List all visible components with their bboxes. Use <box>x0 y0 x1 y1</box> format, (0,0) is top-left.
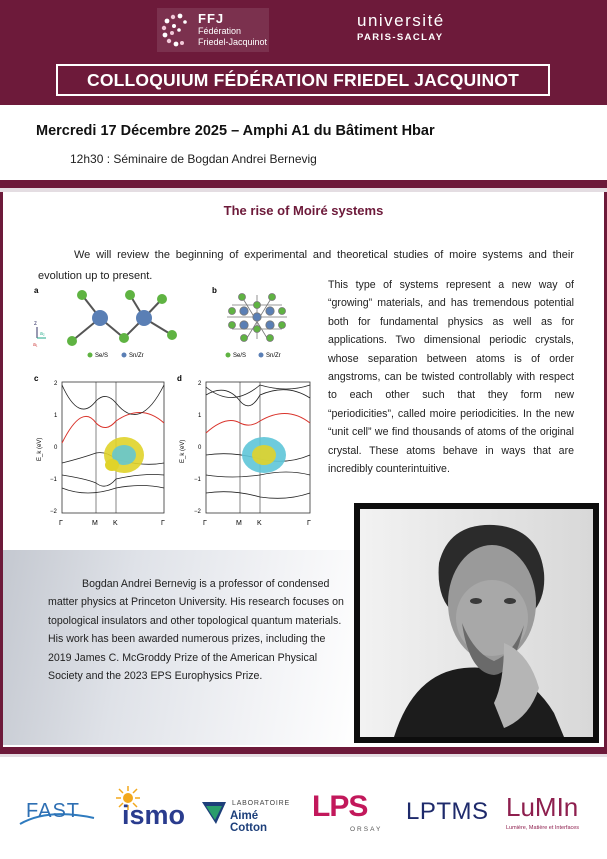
event-date-location: Mercredi 17 Décembre 2025 – Amphi A1 du Bâtiment Hbar <box>36 123 435 139</box>
ffj-abbreviation: FFJ <box>198 11 225 26</box>
legend-sn-label-b: Sn/Zr <box>266 353 281 359</box>
panel-d-y-label: E_k (eV) <box>180 439 186 463</box>
divider-band-bottom <box>0 747 607 754</box>
aime-cotton-name: Aimé Cotton <box>230 810 268 834</box>
y-tick: −1 <box>194 477 201 483</box>
y-tick: −1 <box>50 477 57 483</box>
speaker-portrait-photo <box>354 503 599 743</box>
y-tick: −2 <box>50 509 57 515</box>
x-tick: Γ <box>203 520 207 527</box>
lptms-logo <box>404 796 490 832</box>
colloquium-title: COLLOQUIUM FÉDÉRATION FRIEDEL JACQUINOT <box>56 64 550 96</box>
band-plot-d <box>206 382 310 513</box>
legend-se-marker-b <box>226 353 231 358</box>
fast-logo <box>18 794 96 830</box>
crystal-structure-a <box>67 290 177 346</box>
y-tick: 2 <box>54 381 58 387</box>
divider-band-bottom-light <box>0 754 607 757</box>
lumin-logo <box>504 792 600 838</box>
x-tick: Γ <box>59 520 63 527</box>
panel-b-label: b <box>212 286 217 295</box>
lps-logo <box>308 790 388 836</box>
x-tick: K <box>257 520 262 527</box>
talk-intro: We will review the beginning of experimental and theoretical studies of moire systems and their evolution up to present. <box>38 249 574 282</box>
talk-description: This type of systems represent a new way of “growing” materials, and has tremendous potential both for fundamental physics as well as for applications. Two dimensional periodic crystals, whose separation between atoms is of order angstroms, can be twisted controllably with respect to each other such that they form new “periodicities”, called moire periodicities. In the new “unit cell” we find thousands of atoms of the original crystal. These atoms behave in ways that are incredibly counterintuitive. <box>328 279 574 476</box>
y-tick: −2 <box>194 509 201 515</box>
panel-c-y-label: E_k (eV) <box>37 437 43 461</box>
university-name: université <box>357 11 445 30</box>
panel-d-x-ticks <box>203 520 311 527</box>
speaker-bio: Bogdan Andrei Bernevig is a professor of condensed matter physics at Princeton University. His research focuses on topological insulators and other topological quantum materials. His work has been awarded numerous prizes, including the 2019 James C. McGroddy Prize of the American Physical Society and the 2023 EPS Europhysics Prize. <box>48 578 344 683</box>
y-tick: 1 <box>198 413 202 419</box>
x-tick: M <box>236 520 242 527</box>
panel-c-label: c <box>34 374 39 383</box>
ismo-logo <box>116 786 190 832</box>
panel-d-y-ticks <box>194 381 202 515</box>
talk-title: The rise of Moiré systems <box>223 203 384 218</box>
moire-band-structure-figure <box>32 283 314 531</box>
y-tick: 0 <box>198 445 202 451</box>
ffj-logo-dots <box>160 12 190 48</box>
legend-sn-marker-b <box>259 353 264 358</box>
lps-logo-subtext: ORSAY <box>350 826 383 833</box>
band-plot-c <box>62 382 164 513</box>
legend-se-marker <box>88 353 93 358</box>
crystal-structure-b <box>227 294 287 342</box>
fast-logo-text: FAST <box>26 800 81 822</box>
panel-c-x-ticks <box>59 520 165 527</box>
divider-band-top-light <box>0 188 607 192</box>
seminar-time: 12h30 : Séminaire de Bogdan Andrei Bernevig <box>70 152 317 166</box>
lumin-logo-text: LuMIn <box>506 792 579 822</box>
legend-sn-marker <box>122 353 127 358</box>
panel-c-y-ticks <box>50 381 58 515</box>
legend-se-label: Se/S <box>95 353 109 359</box>
axis-z-label: z <box>34 321 37 327</box>
x-tick: Γ <box>307 520 311 527</box>
y-tick: 2 <box>198 381 202 387</box>
lps-logo-text: LPS <box>312 790 368 823</box>
lptms-logo-text: LPTMS <box>406 798 489 825</box>
divider-band-top <box>0 180 607 188</box>
x-tick: Γ <box>161 520 165 527</box>
ffj-name-line1: Fédération <box>198 26 242 36</box>
y-tick: 0 <box>54 445 58 451</box>
aime-cotton-label: LABORATOIRE <box>232 800 290 807</box>
partner-logos <box>0 770 607 850</box>
x-tick: M <box>92 520 98 527</box>
university-subname: PARIS-SACLAY <box>357 32 444 43</box>
legend-sn-label: Sn/Zr <box>129 353 144 359</box>
axis-a1-label: a₁ <box>33 342 38 348</box>
panel-d-label: d <box>177 374 182 383</box>
universite-paris-saclay-logo <box>357 12 452 43</box>
axis-a2-label: a₂ <box>40 331 45 337</box>
aime-cotton-logo <box>200 796 296 832</box>
x-tick: K <box>113 520 118 527</box>
ismo-logo-text: ismo <box>122 800 186 830</box>
y-tick: 1 <box>54 413 58 419</box>
panel-a-label: a <box>34 286 39 295</box>
aime-cotton-emblem-icon <box>200 800 228 826</box>
ffj-name-line2: Friedel-Jacquinot <box>198 37 268 47</box>
lumin-logo-subtext: Lumière, Matière et Interfaces <box>506 825 580 831</box>
legend-se-label-b: Se/S <box>233 353 247 359</box>
